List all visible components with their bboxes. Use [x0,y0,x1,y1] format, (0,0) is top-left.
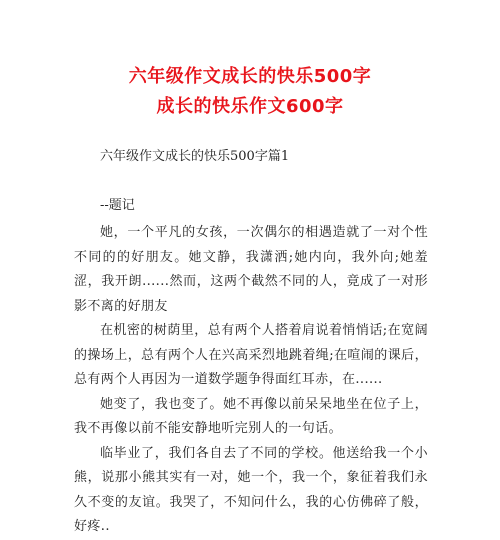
paragraph: 在机密的树荫里，总有两个人搭着肩说着悄悄话;在宽阔的操场上，总有两个人在兴高采烈地跳着绳;在喧闹的课后，总有两个人再因为一道数学题争得面红耳赤，在...... [74,323,428,387]
paragraph: 她，一个平凡的女孩，一次偶尔的相遇造就了一对个性不同的的好朋友。她文静，我潇洒;她内向，我外向;她羞涩，我开朗......然而，这两个截然不同的人，竟成了一对形影不离的好朋友 [74,225,428,314]
essay-body [74,221,428,540]
essay-subtitle: 六年级作文成长的快乐500字篇1 [100,149,290,164]
document-title [0,62,500,122]
paragraph: 她变了，我也变了。她不再像以前呆呆地坐在位子上，我不再像以前不能安静地听完别人的一句话。 [74,396,428,436]
epigraph-label: --题记 [100,198,135,213]
paragraph: 临毕业了，我们各自去了不同的学校。他送给我一个小熊，说那小熊其实有一对，她一个，我一个，象征着我们永久不变的友谊。我哭了，不知问什么，我的心仿佛碎了般，好疼.. [74,445,428,534]
title-line-1: 六年级作文成长的快乐500字 [128,66,372,87]
title-line-2: 成长的快乐作文600字 [156,96,344,117]
